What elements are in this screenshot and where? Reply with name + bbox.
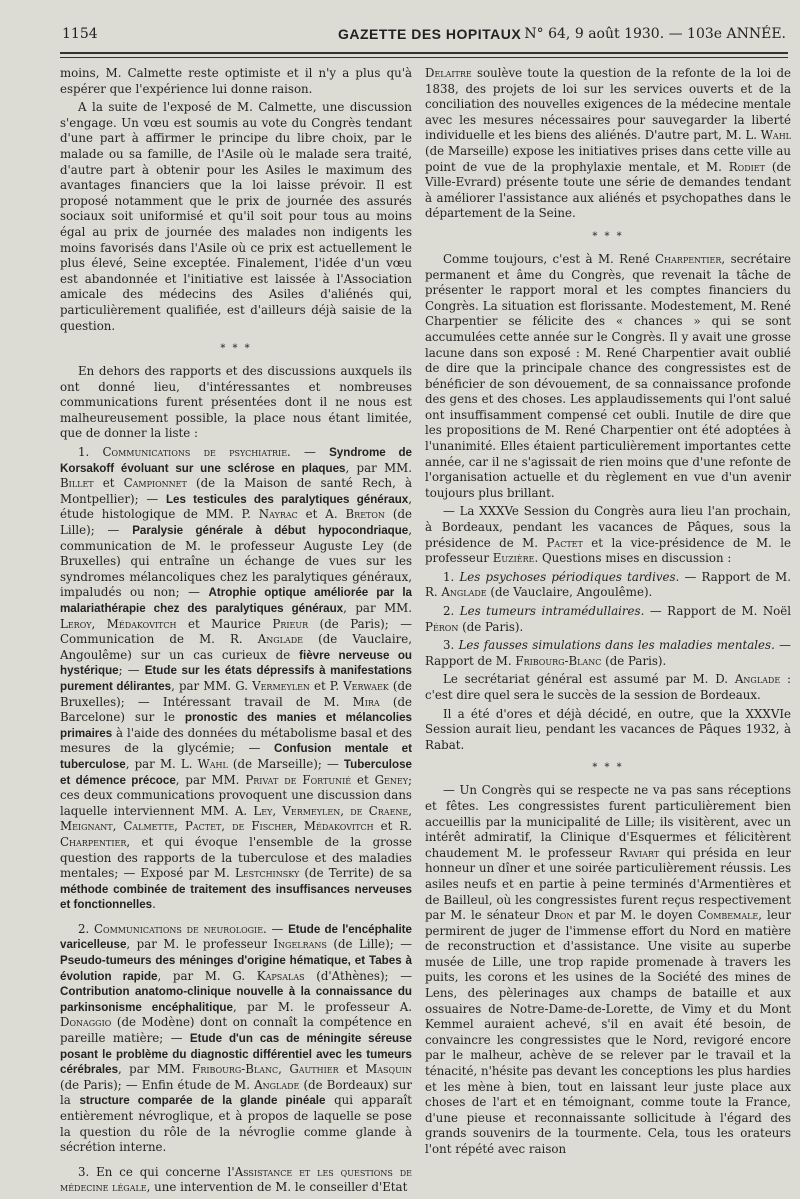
paragraph: Il a été d'ores et déjà décidé, en outre, que la XXXVIe Session aurait lieu, pendant les vacances de Pâques 1932, à Rabat. (425, 706, 791, 752)
neurology-communications: 2. Communications de neurologie. — Etude de l'encéphalite varicelleuse, par M. le professeur Ingelrans (de Lille); — Pseudo-tumeurs des méninges d'origine hématique, et Tabes à évolution rapide, par M. G. Kapsalas (d'Athènes); — Contribution anatomo-clinique nouvelle à la connaissance du parkinsonisme encéphalitique, par M. le professeur A. Donaggio (de Modène) dont on connaît la compétence en pareille matière; — Etude d'un cas de méningite séreuse posant le problème du diagnostic différentiel avec les tumeurs cérébrales, par MM. Fribourg-Blanc, Gauthier et Masquin (de Paris); — Enfin étude de M. Anglade (de Bordeaux) sur la structure comparée de la glande pinéale qui apparaît entièrement névroglique, et à propos de laquelle se pose la question du rôle de la névroglie comme glande à sécrétion interne. (60, 921, 412, 1155)
section-heading: Assistance et les questions de médecine légale (60, 1164, 412, 1195)
list-item: 3. Les fausses simulations dans les maladies mentales. — Rapport de M. Fribourg-Blanc (de Paris). (425, 638, 791, 668)
header-rule-bottom (60, 57, 788, 58)
header-rule-top (60, 52, 788, 54)
psychiatry-communications: 1. Communications de psychiatrie. — Syndrome de Korsakoff évoluant sur une sclérose en plaques, par MM. Billet et Campionnet (de la Maison de santé Rech, à Montpellier); — Les testicules des paralytiques généraux, étude histologique de MM. P. Nayrac et A. Breton (de Lille); — Paralysie générale à début hypocondriaque, communication de M. le professeur Auguste Ley (de Bruxelles) qui entraîne un échange de vues sur les syndromes mélancoliques chez les paralytiques généraux, impaludés ou non; — Atrophie optique améliorée par la malariathérapie chez des paralytiques généraux, par MM. Leroy, Médakovitch et Maurice Prieur (de Paris); — Communication de M. R. Anglade (de Vauclaire, Angoulême) sur un cas curieux de fièvre nerveuse ou hystérique; — Etude sur les états dépressifs à manifestations purement délirantes, par MM. G. Vermeylen et P. Verwaek (de Bruxelles); — Intéressant travail de M. Mira (de Barcelone) sur le pronostic des manies et mélancolies primaires à l'aide des données du métabolisme basal et des mesures de la glycémie; — Confusion mentale et tuberculose, par M. L. Wahl (de Marseille); — Tuberculose et démence précoce, par MM. Privat de Fortunié et Geney; ces deux communications provoquent une discussion dans laquelle interviennent MM. A. Ley, Vermeylen, de Craene, Meignant, Calmette, Pactet, de Fischer, Médakovitch et R. Charpentier, et qui évoque l'ensemble de la grosse question des rapports de la tuberculose et des maladies mentales; — Exposé par M. Lestchinsky (de Territe) de sa méthode combinée de traitement des insuffisances nerveuses et fonctionnelles. (60, 445, 413, 912)
page-number: 1154 (62, 26, 98, 42)
paragraph: Delaitre soulève toute la question de la refonte de la loi de 1838, des projets de loi sur les services ouverts et de la conciliation des nouvelles exigences de la médecine mentale avec les mesures nécessaires pour sauvegarder la liberté individuelle et les biens des aliénés. D'autre part, M. L. Wahl (de Marseille) expose les initiatives prises dans cette ville au point de vue de la prophylaxie mentale, et M. Rodiet (de Ville-Evrard) présente toute une série de demandes tendant à améliorer l'assistance aux aliénés et psychopathes dans le département de la Seine. (425, 66, 792, 221)
section-separator: * * * (592, 762, 624, 774)
paragraph: Comme toujours, c'est à M. René Charpentier, secrétaire permanent et âme du Congrès, que revenait la tâche de présenter le rapport moral et les comptes financiers du Congrès. La situation est florissante. Modestement, M. René Charpentier se félicite des « chances » qui se sont accumulées cette année sur le Congrès. Il y avait une grosse lacune dans son exposé : M. René Charpentier avait oublié de dire que la principale chance des congressistes est de bénéficier de son dévouement, de sa connaissance profonde des gens et des choses. Les applaudissements qui l'ont salué ont insuffisamment compensé cet oubli. Inutile de dire que les propositions de M. René Charpentier ont été adoptées à l'unanimité. Elles étaient particulièrement importantes cette année, car il ne s'agissait de rien moins que d'une refonte de l'organisation actuelle et du règlement en vue d'un avenir toujours plus brillant. (425, 251, 791, 500)
paragraph: Le secrétariat général est assumé par M. D. Anglade : c'est dire quel sera le succès de la session de Bordeaux. (425, 672, 791, 702)
issue-info: N° 64, 9 août 1930. — 103e ANNÉE. (524, 26, 786, 42)
section-heading: Communications de neurologie. (94, 921, 267, 936)
assistance-section: 3. En ce qui concerne l'Assistance et les questions de médecine légale, une intervention de M. le conseiller d'Etat (60, 1164, 412, 1195)
paragraph: En dehors des rapports et des discussions auxquels ils ont donné lieu, d'intéressantes et nombreuses communications furent présentées dont il ne nous est malheureusement possible, la place nous étant limitée, que de donner la liste : (60, 364, 412, 441)
section-heading: Communications de psychiatrie. (102, 445, 291, 460)
list-item: 2. Les tumeurs intramédullaires. — Rapport de M. Noël Péron (de Paris). (425, 604, 792, 634)
paragraph: — La XXXVe Session du Congrès aura lieu l'an prochain, à Bordeaux, pendant les vacances de Pâques, sous la présidence de M. Pactet et la vice-présidence de M. le professeur Euzière. Questions mises en discussion : (425, 504, 791, 566)
paragraph: moins, M. Calmette reste optimiste et il n'y a plus qu'à espérer que l'expérience lui donne raison. (60, 66, 412, 96)
section-separator: * * * (592, 230, 624, 242)
left-column (60, 66, 412, 1199)
journal-title: GAZETTE DES HOPITAUX (338, 26, 522, 42)
paragraph: — Un Congrès qui se respecte ne va pas sans réceptions et fêtes. Les congressistes furent particulièrement bien accueillis par la municipalité de Lille; ils visitèrent, avec un intérêt admiratif, la Clinique d'Esquermes et félicitèrent chaudement M. le professeur Raviart qui présida en leur honneur un dîner et une soirée particulièrement réussis. Les asiles neufs et en partie à peine terminés d'Armentières et de Bailleul, où les congressistes furent reçus respectivement par M. le sénateur Dron et par M. le doyen Combemale, leur permirent de juger de l'immense effort du Nord en matière de reconstruction et d'assistance. Une visite au superbe musée de Lille, une trop rapide promenade à travers les puits, les corons et les usines de la Société des mines de Lens, des pèlerinages aux champs de bataille et aux ossuaires de Notre-Dame-de-Lorette, de Vimy et du Mont Kemmel auraient achevé, s'il en avait été besoin, de convaincre les congressistes que le Nord, revigoré encore par le malheur, achève de se relever par le travail et la ténacité, n'hésite pas devant les conceptions les plus hardies et les mène à bien, tout en laissant leur juste place aux choses de l'art et en témoignant, comme toute la France, d'une pieuse et reconnaissante sollicitude à l'égard des grands souvenirs de la tourmente. Cela, tous les orateurs l'ont répété avec raison (425, 783, 791, 1156)
page-header (62, 24, 786, 46)
list-item: 1. Les psychoses périodiques tardives. — Rapport de M. R. Anglade (de Vauclaire, Angoulême). (425, 569, 792, 600)
paragraph: A la suite de l'exposé de M. Calmette, une discussion s'engage. Un vœu est soumis au vote du Congrès tendant d'une part à affirmer le principe du libre choix, par le malade ou sa famille, de l'Asile où le malade sera traité, d'autre part à obtenir pour les Asiles le maximum des avantages financiers que la loi laisse prévoir. Il est proposé notamment que le prix de journée des assurés sociaux soit uniformisé et qu'il soit pour tous au moins égal au prix de journée des malades non indigents les moins favorisés dans l'Asile où ce prix est actuellement le plus élevé, Seine exceptée. Finalement, l'idée d'un vœu est abandonnée et l'initiative est laissée à l'Association amicale des médecins des Asiles d'aliénés qui, particulièrement qualifiée, est d'ailleurs déjà saisie de la question. (60, 100, 412, 333)
right-column (425, 66, 791, 1161)
section-separator: * * * (220, 343, 252, 355)
